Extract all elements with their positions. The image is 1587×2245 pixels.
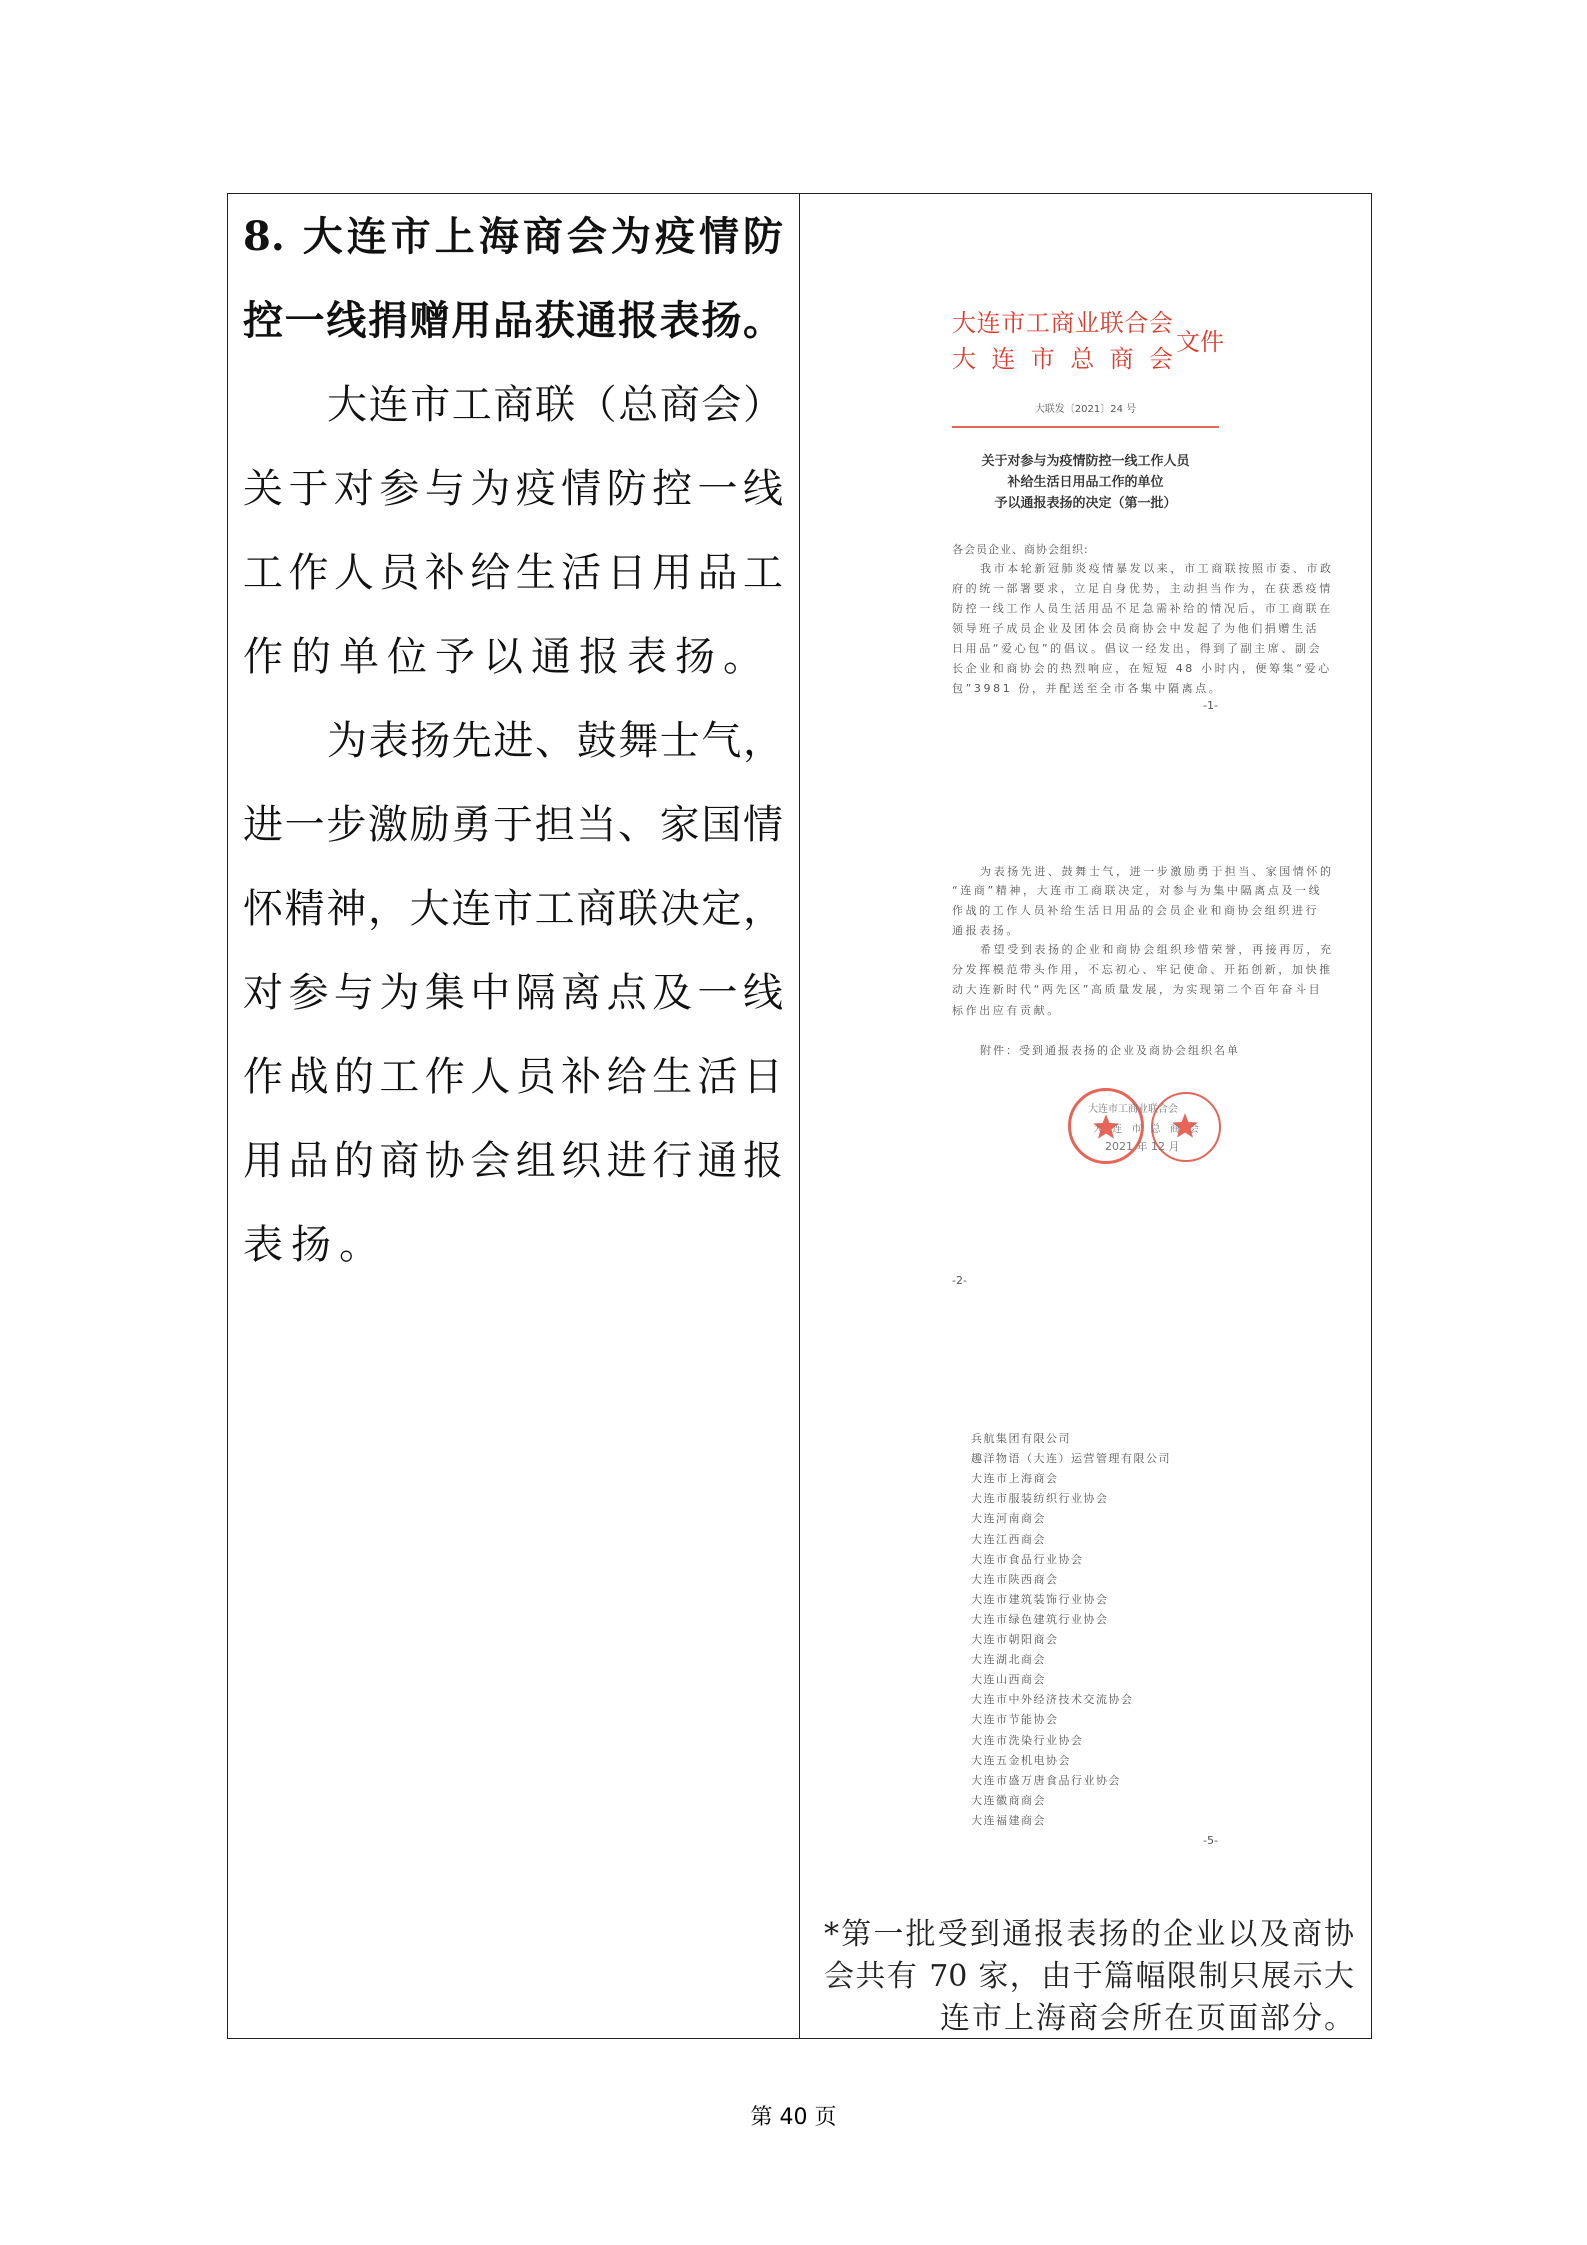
doc-page-number: -5- [1203,1834,1218,1847]
honoree-list-item: 大连市上海商会 [971,1472,1059,1486]
honoree-list-item: 大连江西商会 [971,1532,1046,1546]
honoree-list-item: 兵航集团有限公司 [971,1432,1071,1445]
honoree-list-item: 大连市陕西商会 [971,1572,1059,1586]
doc-body-line: 作战的工作人员补给生活日用品的会员企业和商协会组织进行 [952,904,1320,917]
doc-body-line: 动大连新时代“两先区”高质量发展，为实现第二个百年奋斗目 [952,983,1323,996]
doc-title-line: 予以通报表扬的决定（第一批） [994,496,1177,511]
paragraph-line: 关于对参与为疫情防控一线 [243,466,783,512]
column-divider [799,193,800,2039]
paragraph-line: 用品的商协会组织进行通报 [243,1138,783,1184]
doc-body-line: 防控一线工作人员生活用品不足急需补给的情况后，市工商联在 [952,602,1333,615]
doc-body-line: 领导班子成员企业及团体会员商协会中发起了为他们捐赠生活 [952,622,1320,635]
doc-number: 大联发〔2021〕24 号 [1034,404,1137,415]
doc-body-line: 通报表扬。 [952,924,1020,937]
paragraph-line: 进一步激励勇于担当、家国情 [243,802,783,848]
honoree-list-item: 大连福建商会 [971,1813,1046,1827]
honoree-list-item: 大连山西商会 [971,1673,1046,1687]
doc-body-line: 我市本轮新冠肺炎疫情暴发以来，市工商联按照市委、市政 [980,562,1334,575]
honoree-list-item: 大连市朝阳商会 [971,1633,1059,1646]
honoree-list-item: 大连市服装纺织行业协会 [971,1492,1109,1506]
paragraph-line: 作战的工作人员补给生活日 [243,1054,783,1100]
honoree-list-item: 大连市食品行业协会 [971,1552,1084,1566]
doc-title-line: 补给生活日用品工作的单位 [1007,475,1164,490]
paragraph-line: 对参与为集中隔离点及一线 [243,970,783,1016]
honoree-list-item: 大连五金机电协会 [971,1753,1071,1767]
signature-line: 大 连 市 总 商 会 [1093,1124,1202,1135]
paragraph-line: 大连市工商联（总商会） [327,382,783,428]
doc-body-line: 为表扬先进、鼓舞士气，进一步激励勇于担当、家国情怀的 [980,865,1334,878]
doc-body-line: 分发挥模范带头作用，不忘初心、牢记使命、开拓创新，加快推 [952,963,1333,976]
doc-attachment-line: 附件：受到通报表扬的企业及商协会组织名单 [980,1044,1240,1057]
honoree-list-item: 大连湖北商会 [971,1653,1046,1667]
paragraph-line: 工作人员补给生活日用品工 [243,550,783,596]
item-title-line: 8. 大连市上海商会为疫情防 [243,213,783,260]
doc-body-line: 日用品“爱心包”的倡议。倡议一经发出，得到了副主席、副会 [952,642,1323,655]
page-number-footer: 第 40 页 [750,2105,837,2130]
letterhead-line-1: 大连市工商业联合会 [952,309,1173,337]
paragraph-line: 怀精神，大连市工商联决定， [243,886,783,932]
honoree-list-item: 大连市中外经济技术交流协会 [971,1693,1134,1707]
item-title-line: 控一线捐赠用品获通报表扬。 [243,297,783,344]
footnote-line: 连市上海商会所在页面部分。 [940,2001,1354,2036]
doc-salutation: 各会员企业、商协会组织: [952,543,1089,556]
doc-body-line: 府的统一部署要求，立足自身优势，主动担当作为，在获悉疫情 [952,582,1333,595]
honoree-list-item: 趣洋物语（大连）运营管理有限公司 [971,1452,1171,1466]
doc-body-line: 标作出应有贡献。 [952,1004,1061,1017]
honoree-list-item: 大连市绿色建筑行业协会 [971,1612,1109,1626]
paragraph-line: 为表扬先进、鼓舞士气， [327,718,783,764]
honoree-list-item: 大连徽商商会 [971,1793,1046,1807]
signature-line: 大连市工商业联合会 [1088,1104,1178,1115]
letterhead-suffix: 文件 [1176,328,1224,356]
doc-title-line: 关于对参与为疫情防控一线工作人员 [981,454,1190,469]
doc-body-line: 希望受到表扬的企业和商协会组织珍惜荣誉，再接再厉，充 [980,943,1334,956]
doc-page-number: -2- [952,1274,967,1287]
footnote-line: 会共有 70 家，由于篇幅限制只展示大 [824,1959,1354,1994]
footnote-line: *第一批受到通报表扬的企业以及商协 [824,1917,1354,1952]
honoree-list-item: 大连市洗染行业协会 [971,1733,1084,1747]
paragraph-line: 表扬。 [243,1222,387,1268]
honoree-list-item: 大连市盛万唐食品行业协会 [971,1773,1121,1787]
doc-body-line: 包”3981 份，并配送至全市各集中隔离点。 [952,682,1223,695]
doc-page-number: -1- [1203,699,1218,712]
honoree-list-item: 大连市节能协会 [971,1713,1059,1727]
doc-body-line: “连商”精神，大连市工商联决定，对参与为集中隔离点及一线 [952,884,1323,897]
doc-body-line: 长企业和商协会的热烈响应，在短短 48 小时内，便筹集“爱心 [952,662,1332,675]
paragraph-line: 作的单位予以通报表扬。 [243,634,771,680]
letterhead-line-2: 大 连 市 总 商 会 [952,345,1173,373]
signature-date: 2021 年 12 月 [1105,1140,1180,1153]
red-rule [952,426,1219,428]
honoree-list-item: 大连市建筑装饰行业协会 [971,1592,1109,1606]
honoree-list-item: 大连河南商会 [971,1512,1046,1526]
